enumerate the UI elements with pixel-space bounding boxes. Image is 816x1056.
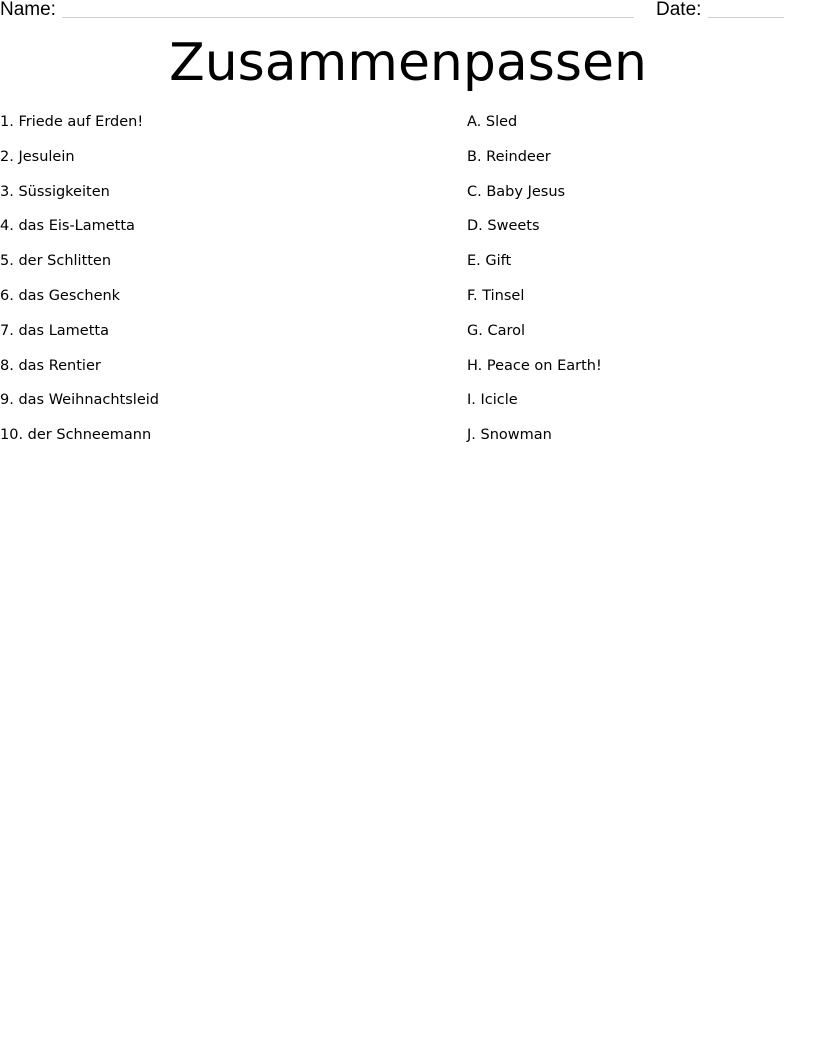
answer-item: J. Snowman	[467, 427, 552, 444]
term-item: 6. das Geschenk	[0, 287, 121, 304]
term-item: 3. Süssigkeiten	[0, 183, 110, 200]
worksheet-header	[0, 0, 816, 24]
page-title: Zusammenpassen	[169, 33, 647, 93]
answer-item: F. Tinsel	[467, 287, 525, 304]
term-item: 8. das Rentier	[0, 357, 101, 374]
term-item: 10. der Schneemann	[0, 427, 152, 444]
answer-item: H. Peace on Earth!	[467, 357, 602, 374]
answer-item: C. Baby Jesus	[467, 183, 566, 200]
date-field-line[interactable]	[708, 17, 784, 18]
term-item: 7. das Lametta	[0, 322, 109, 339]
term-item: 2. Jesulein	[0, 148, 75, 165]
answer-item: D. Sweets	[467, 218, 540, 235]
term-item: 9. das Weihnachtsleid	[0, 392, 159, 409]
term-item: 1. Friede auf Erden!	[0, 114, 144, 130]
answer-item: E. Gift	[467, 253, 512, 270]
answer-item: B. Reindeer	[467, 148, 551, 165]
name-field-line[interactable]	[62, 17, 634, 18]
date-label: Date:	[656, 0, 702, 20]
answer-item: A. Sled	[467, 114, 518, 130]
name-label: Name:	[0, 0, 56, 20]
german-terms-column	[0, 111, 420, 459]
term-item: 5. der Schlitten	[0, 253, 112, 270]
english-answers-column	[467, 111, 807, 459]
answer-item: I. Icicle	[467, 392, 518, 409]
answer-item: G. Carol	[467, 322, 526, 339]
term-item: 4. das Eis-Lametta	[0, 218, 135, 235]
